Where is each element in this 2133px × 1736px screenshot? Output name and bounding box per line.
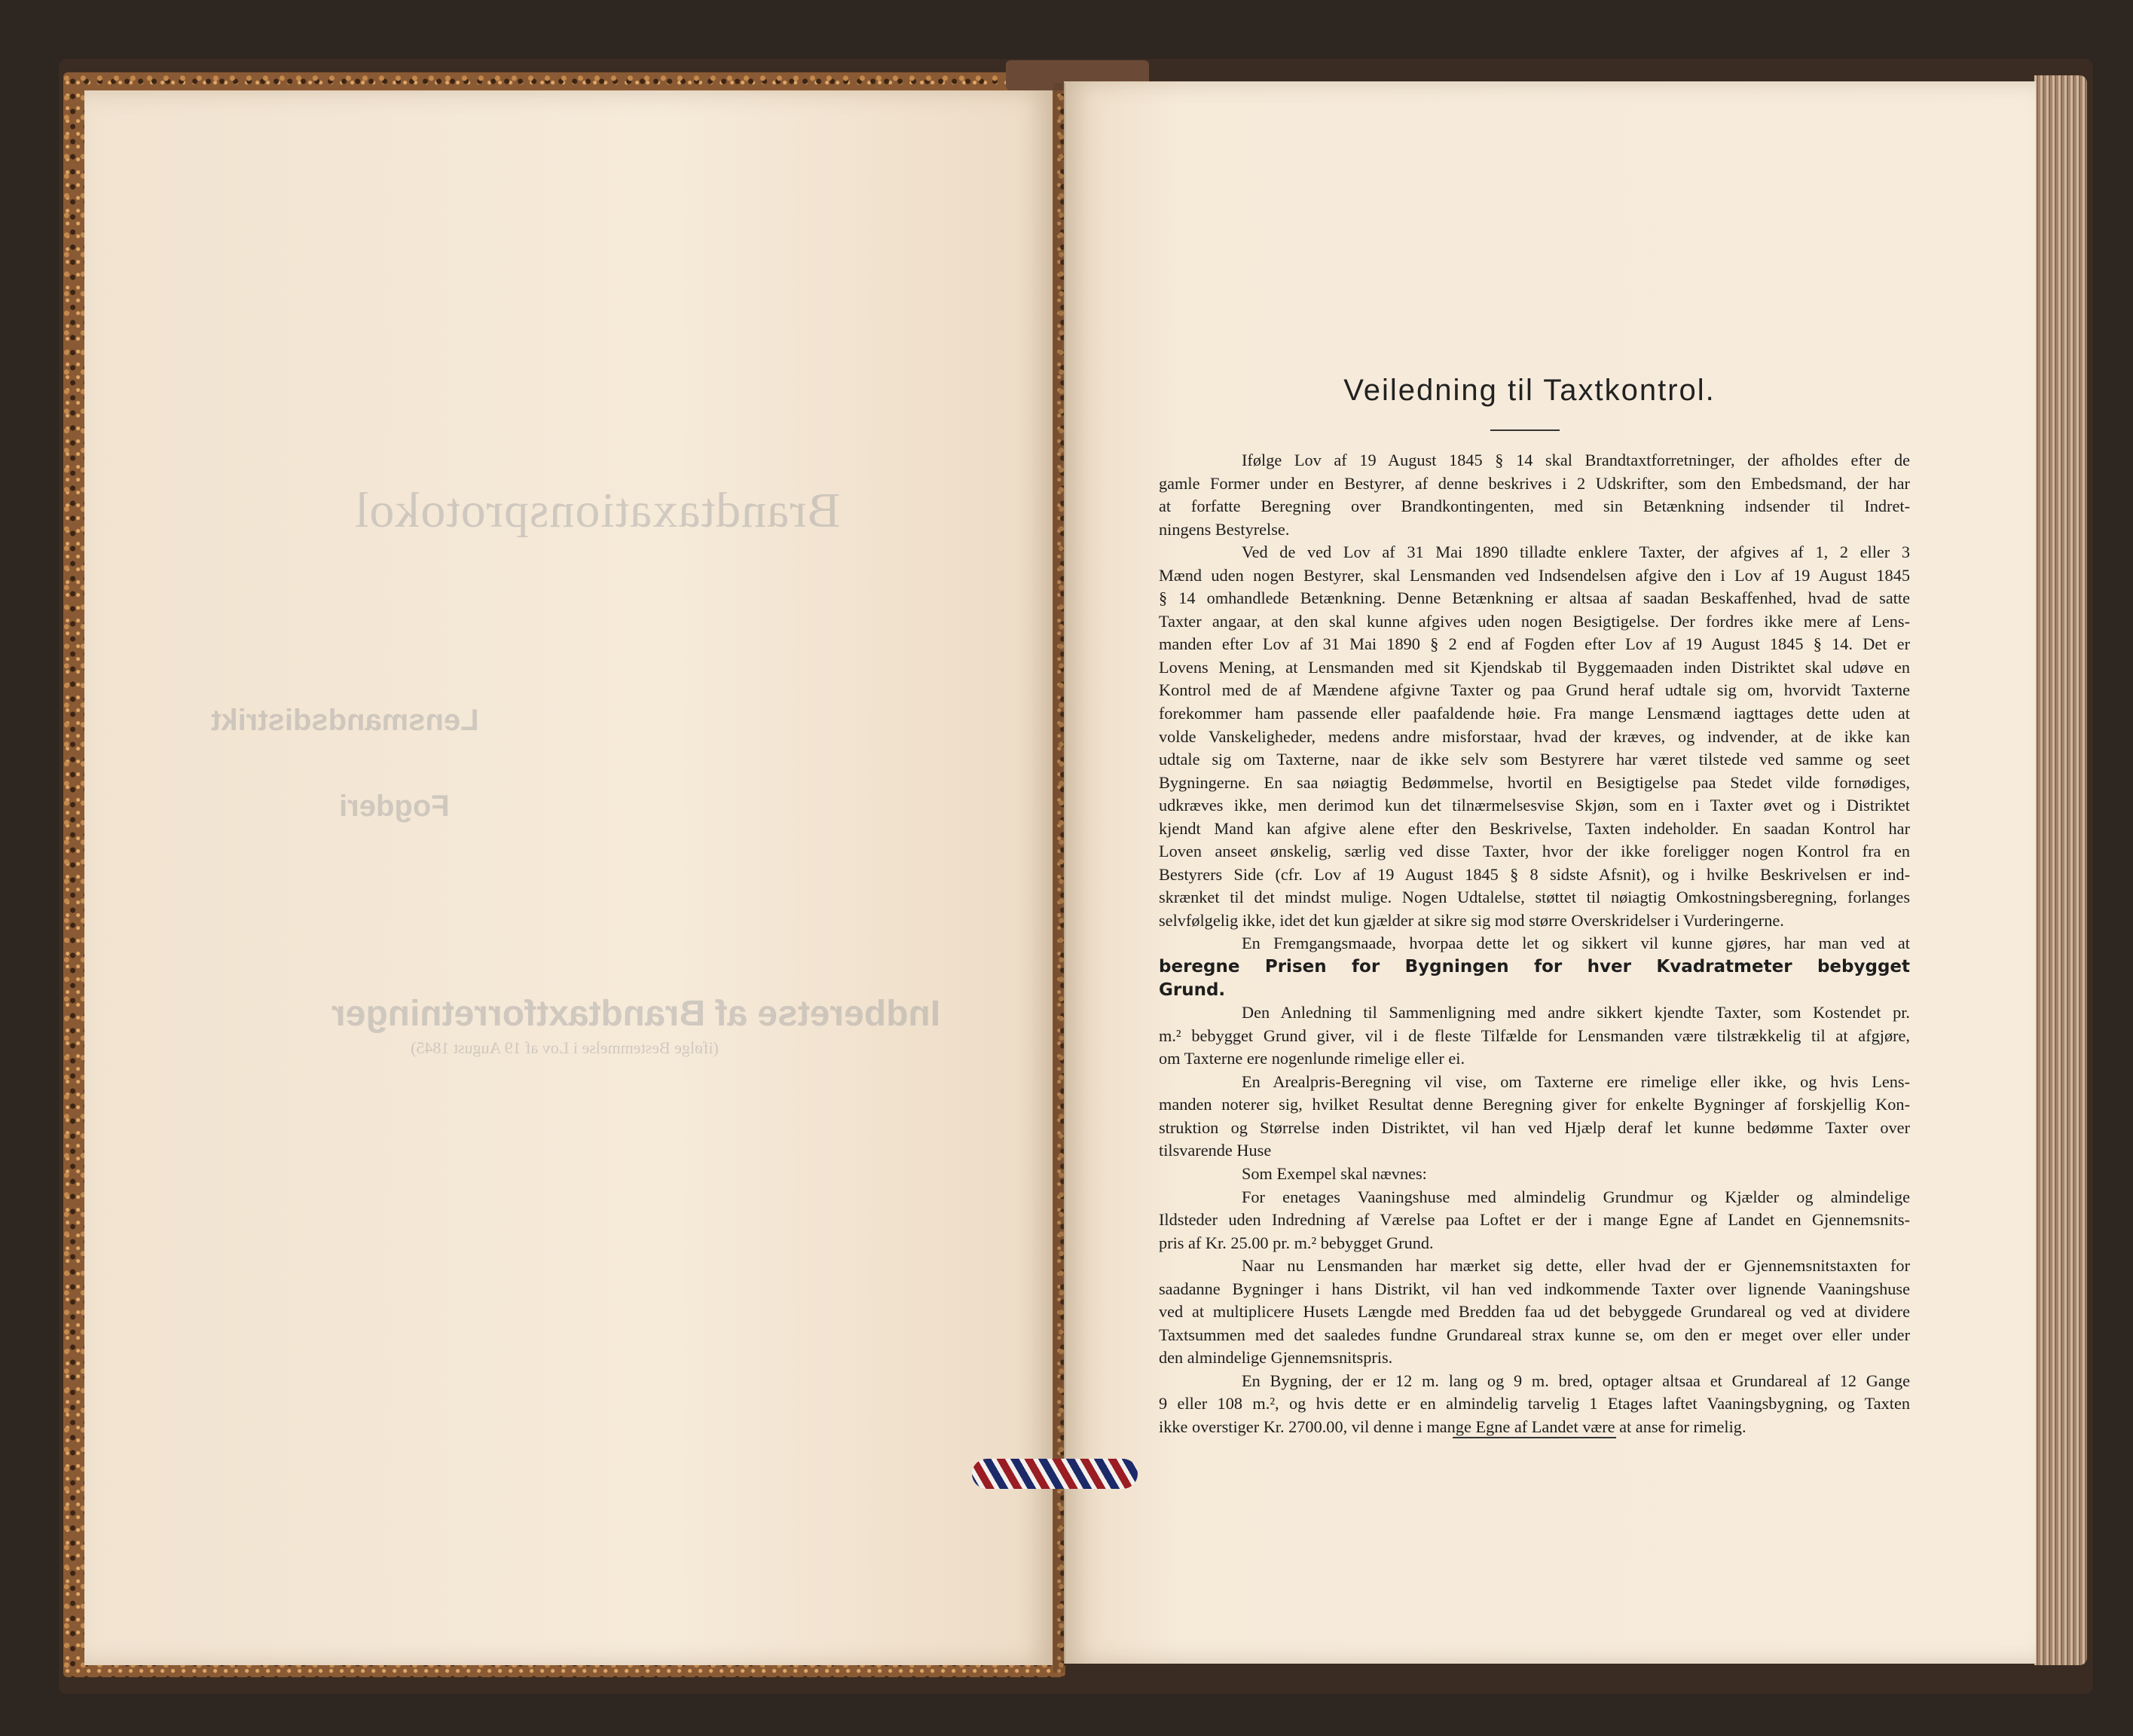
instruction-text — [1159, 449, 1910, 1439]
text-line: Kontrol med de af Mændene afgivne Taxter og paa Grund heraf udtale sig om, hvorvidt Taxterne — [1159, 680, 1910, 700]
text-line: Ifølge Lov af 19 August 1845 § 14 skal Brandtaxtforretninger, der afholdes efter de — [1242, 451, 1910, 469]
text-line: ikke overstiger Kr. 2700.00, vil denne i mange Egne af Landet være at anse for rimelig. — [1159, 1417, 1746, 1436]
text-line: struktion og Størrelse inden Distriktet, vil han ved Hjælp deraf let kunne bedømme Taxter over — [1159, 1117, 1910, 1137]
text-line: gamle Former under en Bestyrer, af denne beskrives i 2 Udskrifter, som den Embedsmand, der har — [1159, 473, 1910, 493]
text-line: m.² bebygget Grund giver, vil i de fleste Tilfælde for Lensmanden være tilstrækkelig til at afgjøre, — [1159, 1025, 1910, 1045]
text-line: udtale sig om Taxterne, naar de ikke selv som Bestyrere har været tilstede ved samme og seet — [1159, 750, 1910, 769]
text-line: at forfatte Beregning over Brandkontingenten, med sin Betænkning indsender til Indret- — [1159, 497, 1910, 516]
page-title: Veiledning til Taxtkontrol. — [1343, 374, 1716, 407]
binding-thread — [972, 1459, 1138, 1489]
text-line: Naar nu Lensmanden har mærket sig dette, eller hvad der er Gjennemsnitstaxten for — [1242, 1256, 1910, 1276]
title-rule — [1490, 429, 1560, 431]
text-line: manden efter Lov af 31 Mai 1890 § 2 end af Fogden efter Lov af 19 August 1845 § 14. Det er — [1159, 634, 1910, 654]
text-line: kjendt Mand kan afgive alene efter den Beskrivelse, Taxten indeholder. En saadan Kontrol har — [1159, 818, 1910, 838]
text-line: Ved de ved Lov af 31 Mai 1890 tilladte enklere Taxter, der afgives af 1, 2 eller 3 — [1242, 542, 1910, 562]
text-line: Mænd uden nogen Bestyrer, skal Lensmanden ved Indsendelsen afgive den i Lov af 19 August 1845 — [1159, 565, 1910, 585]
text-line: § 14 omhandlede Betænkning. Denne Betænkning er altsaa af saadan Beskaffenhed, hvad de satte — [1159, 588, 1910, 608]
text-line: tilsvarende Huse — [1159, 1141, 1272, 1160]
text-line: Bestyrers Side (cfr. Lov af 19 August 1845 § 8 sidste Afsnit), og i hvilke Beskrivelsen er ind- — [1159, 864, 1910, 884]
text-line: den almindelige Gjennemsnitspris. — [1159, 1348, 1393, 1368]
text-line: Taxter angaar, at den skal kunne afgives uden nogen Besigtigelse. Der fordres ikke mere af Lens- — [1159, 611, 1910, 631]
text-line: En Fremgangsmaade, hvorpaa dette let og sikkert vil kunne gjøres, har man ved at — [1242, 934, 1910, 953]
text-line: Den Anledning til Sammenligning med andre sikkert kjendte Taxter, som Kostendet pr. — [1242, 1003, 1910, 1022]
text-line: ningens Bestyrelse. — [1159, 519, 1290, 539]
show-through-title: Brandtaxationsprotokol — [354, 483, 841, 538]
show-through-district: Lensmandsdistrikt — [211, 704, 479, 737]
text-line: skrænket til det mindst mulige. Nogen Udtalelse, støttet til nøiagtig Omkostningsberegning, forlanges — [1159, 888, 1910, 907]
text-line: En Bygning, der er 12 m. lang og 9 m. bred, optager altsaa et Grundareal af 12 Gange — [1242, 1371, 1910, 1390]
left-page — [84, 90, 1053, 1665]
text-line: pris af Kr. 25.00 pr. m.² bebygget Grund. — [1159, 1233, 1434, 1252]
show-through-fogderi: Fogderi — [339, 790, 450, 823]
book-gutter — [1053, 83, 1065, 1673]
text-line: om Taxterne ere nogenlunde rimelige eller ei. — [1159, 1049, 1465, 1068]
end-rule — [1453, 1437, 1616, 1438]
text-line: ved at multiplicere Husets Længde med Bredden faa ud det bebyggede Grundareal og ved at dividere — [1159, 1302, 1910, 1322]
text-line: Loven anseet ønskelig, særlig ved disse Taxter, hvor der ikke foreligger nogen Kontrol fra en — [1159, 842, 1910, 861]
text-line: udkræves ikke, men derimod kun det tilnærmelsesvise Skjøn, som en i Taxter øvet og i Distriktet — [1159, 796, 1910, 815]
page-edges — [2034, 75, 2087, 1665]
text-line: Som Exempel skal nævnes: — [1242, 1163, 1427, 1183]
text-line: saadanne Bygninger i hans Distrikt, vil han ved indkommende Taxter over lignende Vaaningshuse — [1159, 1279, 1910, 1298]
text-line: Bygningerne. En saa nøiagtig Bedømmelse, hvortil en Besigtigelse paa Stedet vilde fornødiges, — [1159, 772, 1910, 792]
text-line: Ildsteder uden Indredning af Værelse paa Loftet er der i mange Egne af Landet en Gjennemsnits- — [1159, 1210, 1910, 1230]
text-line: selvfølgelig ikke, idet det kun gjælder at sikre sig mod større Overskridelser i Vurderingerne. — [1159, 910, 1784, 930]
text-line: Taxtsummen med det saaledes fundne Grundareal strax kunne se, om den er meget over eller under — [1159, 1325, 1910, 1344]
text-line: For enetages Vaaningshuse med almindelig Grundmur og Kjælder og almindelige — [1242, 1187, 1910, 1206]
text-line: Lovens Mening, at Lensmanden med sit Kjendskab til Byggemaaden inden Distriktet skal udøve en — [1159, 657, 1910, 677]
text-line: volde Vanskeligheder, medens andre misforstaar, hvad der kræves, og indvender, at de ikke kan — [1159, 726, 1910, 746]
show-through-indberetning: Indberetse af Brandtaxtforretninger — [332, 994, 941, 1034]
text-line: beregne Prisen for Bygningen for hver Kvadratmeter bebygget — [1159, 957, 1910, 977]
show-through-subline: (ifølge Bestemmelse i Lov af 19 August 1845) — [411, 1038, 719, 1057]
text-line: Grund. — [1159, 980, 1226, 1000]
text-line: forekommer ham passende eller paafaldende høie. Fra mange Lensmænd iagttages dette uden at — [1159, 704, 1910, 723]
text-line: manden noterer sig, hvilket Resultat denne Beregning giver for enkelte Bygninger af forskjellig Kon- — [1159, 1095, 1910, 1114]
text-line: 9 eller 108 m.², og hvis dette er en almindelig tarvelig 1 Etages laftet Vaaningsbygning, og Taxten — [1159, 1394, 1910, 1414]
text-line: En Arealpris-Beregning vil vise, om Taxterne ere rimelige eller ikke, og hvis Lens- — [1242, 1071, 1910, 1091]
